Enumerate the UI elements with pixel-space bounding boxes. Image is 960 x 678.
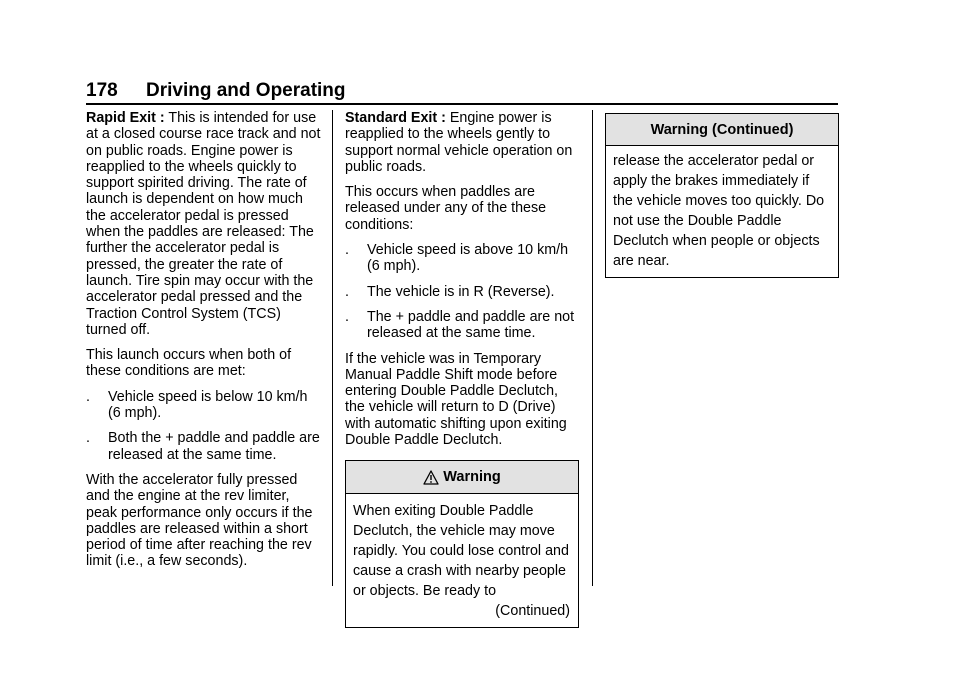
list-item — [345, 242, 581, 275]
temporary-manual-paragraph: If the vehicle was in Temporary Manual Paddle Shift mode before entering Double Paddle Declutch, the vehicle will return to D (Drive) with automatic shifting upon exiting Double Paddle Declutch. — [345, 350, 567, 449]
standard-exit-text: Engine power is reapplied to the wheels gently to support normal vehicle operation on public roads. — [345, 110, 573, 175]
list-item-text: Both the + paddle and paddle are released at the same time. — [108, 430, 320, 463]
launch-intro: This launch occurs when both of these conditions are met: — [86, 347, 292, 380]
warning-title: Warning — [443, 469, 501, 486]
warning-box — [345, 460, 579, 628]
bullet-symbol: . — [86, 430, 90, 447]
standard-exit-label: Standard Exit : — [345, 110, 446, 126]
list-item — [86, 389, 322, 422]
warning-continued-box — [605, 113, 839, 278]
list-item — [345, 284, 581, 300]
warning-header — [346, 461, 578, 494]
list-item-text: Vehicle speed is above 10 km/h (6 mph). — [367, 242, 569, 275]
column-divider-1 — [332, 110, 333, 586]
warning-continued-header — [606, 114, 838, 146]
column-divider-2 — [592, 110, 593, 586]
list-item-text: The vehicle is in R (Reverse). — [367, 283, 555, 300]
closing-paragraph: With the accelerator fully pressed and the engine at the rev limiter, peak performance only occurs if the paddles are released within a short period of time after reaching the rev limit (i.e., a few seconds). — [86, 471, 313, 570]
rapid-exit-paragraph — [86, 110, 322, 338]
page-number: 178 — [86, 80, 118, 101]
rapid-exit-label: Rapid Exit : — [86, 110, 165, 126]
bullet-symbol: . — [345, 242, 349, 259]
column-1 — [86, 110, 322, 579]
list-item — [345, 309, 581, 342]
header-rule — [86, 103, 838, 105]
bullet-symbol: . — [345, 308, 349, 325]
section-title: Driving and Operating — [146, 80, 346, 101]
warning-text: When exiting Double Paddle Declutch, the vehicle may move rapidly. You could lose control and cause a crash with nearby people or objects. Be ready to — [353, 503, 569, 600]
list-item-text: The + paddle and paddle are not released at the same time. — [367, 308, 575, 342]
rapid-exit-text: This is intended for use at a closed course race track and not on public roads. Engine power is reapplied to the wheels quickly to support spirited driving. The rate of launch is dependent on how much the accelerator pedal is pressed when the paddles are released: The further the accelerator pedal is pressed, the greater the rate of launch. Tire spin may occur with the accelerator pedal pressed and the Traction Control System (TCS) turned off. — [86, 110, 321, 338]
standard-exit-paragraph — [345, 110, 581, 175]
warning-continued-body: release the accelerator pedal or apply the brakes immediately if the vehicle moves too quickly. Do not use the Double Paddle Declutch when people or objects are near. — [613, 153, 825, 269]
list-item-text: Vehicle speed is below 10 km/h (6 mph). — [108, 388, 308, 422]
list-item — [86, 430, 322, 463]
bullet-symbol: . — [86, 388, 90, 405]
conditions-intro: This occurs when paddles are released under any of the these conditions: — [345, 184, 547, 233]
warning-continued-title: Warning (Continued) — [650, 121, 794, 138]
warning-continued: (Continued) — [495, 603, 570, 620]
column-2 — [345, 110, 581, 628]
bullet-symbol: . — [345, 283, 349, 300]
warning-triangle-icon — [423, 470, 439, 485]
warning-body — [346, 494, 578, 627]
